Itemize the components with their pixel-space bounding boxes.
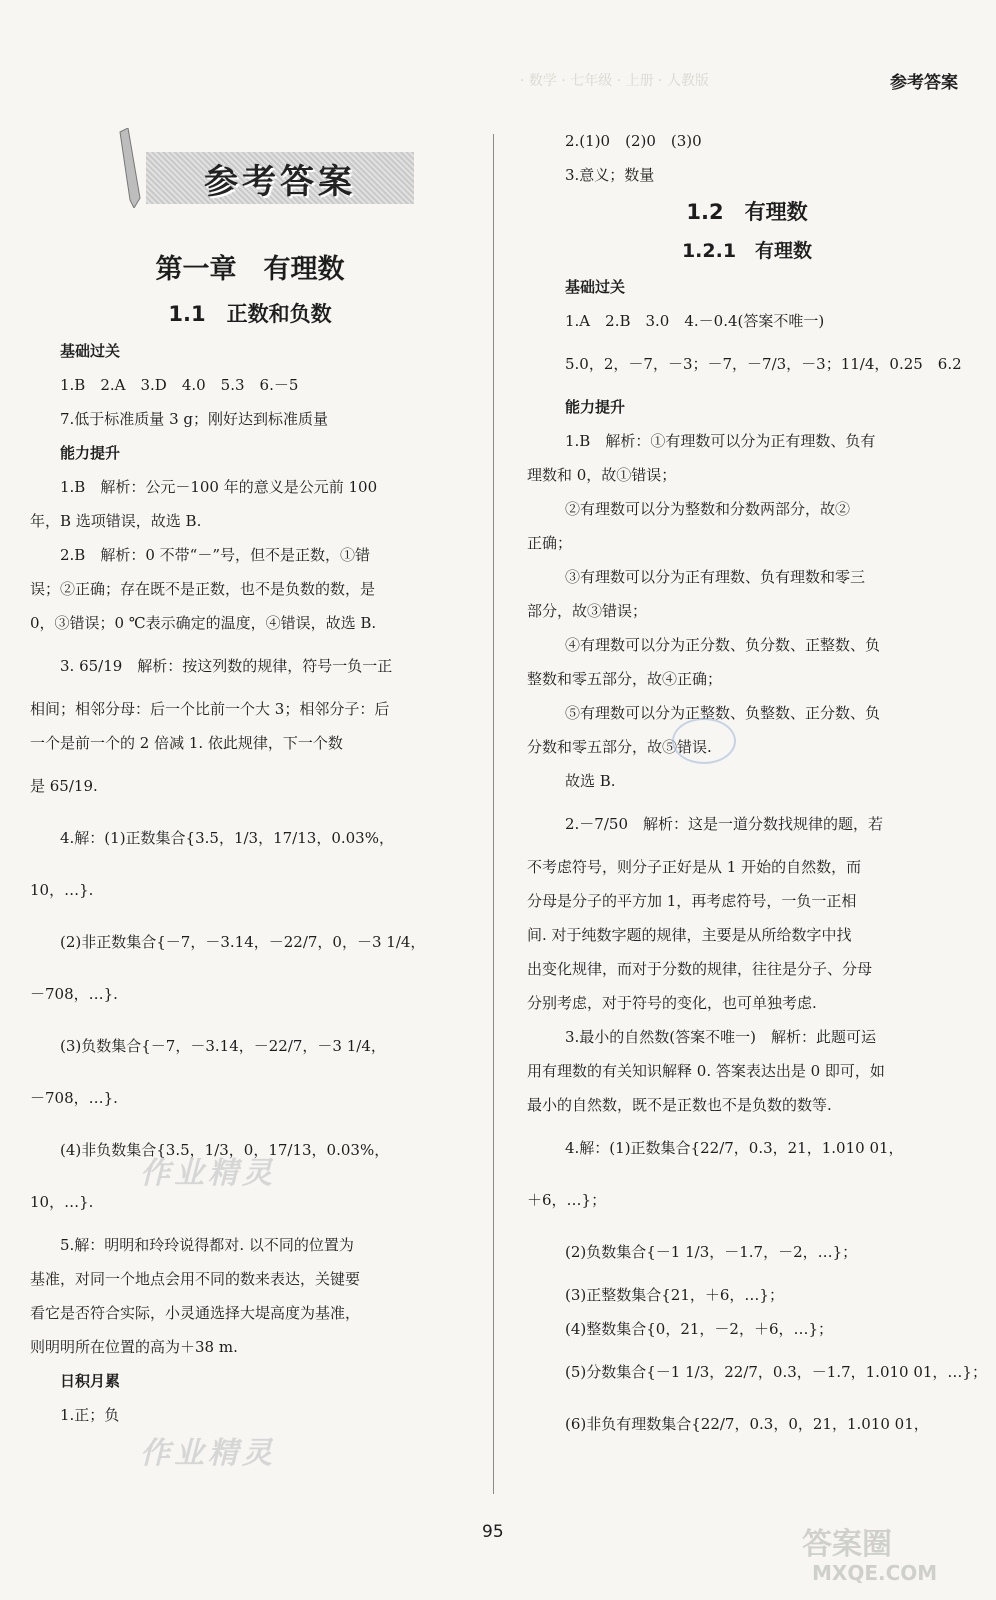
logo-title: 答案圈 xyxy=(802,1527,892,1562)
subsection-title: 1.2.1 有理数 xyxy=(681,240,813,262)
text-line: (3)正整数集合{21，＋6，…}； xyxy=(565,1286,784,1304)
text-line: 0，③错误；0 ℃表示确定的温度，④错误，故选 B. xyxy=(30,614,377,632)
subhead: 能力提升 xyxy=(60,444,121,462)
text-line: 年，B 选项错误，故选 B. xyxy=(30,512,202,530)
subhead: 基础过关 xyxy=(60,342,121,360)
text-line: 看它是否符合实际，小灵通选择大堤高度为基准， xyxy=(30,1304,361,1322)
text-line: 2.B 解析：0 不带“－”号，但不是正数，①错 xyxy=(60,546,370,564)
text-line: 5.解：明明和玲玲说得都对. 以不同的位置为 xyxy=(60,1236,354,1254)
text-line: －708，…}. xyxy=(30,985,118,1003)
text-line: 3.意义；数量 xyxy=(565,166,655,184)
watermark-text: 作业精灵 xyxy=(140,1436,276,1471)
text-line: (4)整数集合{0，21，－2，＋6，…}； xyxy=(565,1320,834,1338)
faint-header-text: · 数学 · 七年级 · 上册 · 人教版 xyxy=(520,73,709,89)
left-column xyxy=(30,246,470,1432)
text-line: (4)非负数集合{3.5，1/3，0，17/13，0.03%， xyxy=(60,1141,390,1159)
text-line: 出变化规律，而对于分数的规律，往往是分子、分母 xyxy=(527,960,873,978)
subhead: 能力提升 xyxy=(565,398,626,416)
subhead: 基础过关 xyxy=(565,278,626,296)
text-line: 分数和零五部分，故⑤错误. xyxy=(527,738,712,756)
text-line: 分母是分子的平方加 1，再考虑符号，一负一正相 xyxy=(527,892,857,910)
section-title: 1.2 有理数 xyxy=(686,200,808,224)
text-line: 正确； xyxy=(527,534,573,552)
text-line: 相间；相邻分母：后一个比前一个大 3；相邻分子：后 xyxy=(30,700,390,718)
running-title: 参考答案 xyxy=(890,73,958,93)
text-line: 故选 B. xyxy=(565,772,616,790)
text-line: 误；②正确；存在既不是正数，也不是负数的数，是 xyxy=(30,580,376,598)
page-number: 95 xyxy=(482,1522,504,1542)
text-line: 4.解：(1)正数集合{3.5，1/3，17/13，0.03%， xyxy=(60,829,394,847)
text-line: 5.0，2，－7，－3；－7，－7/3，－3；11/4，0.25 6.2 xyxy=(565,355,962,373)
text-line: ＋6，…}； xyxy=(527,1191,607,1209)
text-line: (3)负数集合{－7，－3.14，－22/7，－3 1/4， xyxy=(60,1037,386,1055)
text-line: 是 65/19. xyxy=(30,777,98,795)
subhead: 日积月累 xyxy=(60,1372,121,1390)
text-line: 间. 对于纯数字题的规律，主要是从所给数字中找 xyxy=(527,926,852,944)
text-line: (2)非正数集合{－7，－3.14，－22/7，0，－3 1/4， xyxy=(60,933,426,951)
text-line: 用有理数的有关知识解释 0. 答案表达出是 0 即可，如 xyxy=(527,1062,885,1080)
text-line: 1.B 解析：①有理数可以分为正有理数、负有 xyxy=(565,432,876,450)
banner-title: 参考答案 xyxy=(146,152,414,204)
text-line: 10，…}. xyxy=(30,881,94,899)
stamp-mark xyxy=(672,718,736,764)
text-line: 2.－7/50 解析：这是一道分数找规律的题，若 xyxy=(565,815,883,833)
text-line: 4.解：(1)正数集合{22/7，0.3，21，1.010 01， xyxy=(565,1139,904,1157)
text-line: 一个是前一个的 2 倍减 1. 依此规律，下一个数 xyxy=(30,734,343,752)
text-line: (5)分数集合{－1 1/3，22/7，0.3，－1.7，1.010 01，…}； xyxy=(565,1363,987,1381)
logo-url: MXQE.COM xyxy=(812,1561,938,1584)
text-line: 不考虑符号，则分子正好是从 1 开始的自然数，而 xyxy=(527,858,862,876)
text-line: ④有理数可以分为正分数、负分数、正整数、负 xyxy=(565,636,881,654)
text-line: 1.B 解析：公元－100 年的意义是公元前 100 xyxy=(60,478,378,496)
text-line: 1.正；负 xyxy=(60,1406,120,1424)
text-line: 1.B 2.A 3.D 4.0 5.3 6.－5 xyxy=(60,376,299,394)
text-line: (2)负数集合{－1 1/3，－1.7，－2，…}； xyxy=(565,1243,858,1261)
pencil-icon xyxy=(116,128,142,208)
text-line: 最小的自然数，既不是正数也不是负数的数等. xyxy=(527,1096,832,1114)
text-line: (6)非负有理数集合{22/7，0.3，0，21，1.010 01， xyxy=(565,1415,929,1433)
section-title: 1.1 正数和负数 xyxy=(168,302,332,326)
text-line: ⑤有理数可以分为正整数、负整数、正分数、负 xyxy=(565,704,881,722)
text-line: 7.低于标准质量 3 g；刚好达到标准质量 xyxy=(60,410,328,428)
column-divider xyxy=(493,134,494,1494)
title-banner xyxy=(116,128,416,208)
text-line: 部分，故③错误； xyxy=(527,602,648,620)
text-line: 1.A 2.B 3.0 4.－0.4(答案不唯一) xyxy=(565,312,825,330)
text-line: 3. 65/19 解析：按这列数的规律，符号一负一正 xyxy=(60,657,393,675)
text-line: ②有理数可以分为整数和分数两部分，故② xyxy=(565,500,851,518)
text-line: 2.(1)0 (2)0 (3)0 xyxy=(565,132,702,150)
text-line: －708，…}. xyxy=(30,1089,118,1107)
text-line: 分别考虑，对于符号的变化，也可单独考虑. xyxy=(527,994,817,1012)
text-line: 理数和 0，故①错误； xyxy=(527,466,677,484)
text-line: 基准，对同一个地点会用不同的数来表达，关键要 xyxy=(30,1270,361,1288)
watermark-text: 作业精灵 xyxy=(140,1156,276,1191)
right-column xyxy=(527,124,987,1450)
chapter-title: 第一章 有理数 xyxy=(155,254,345,285)
text-line: 10，…}. xyxy=(30,1193,94,1211)
text-line: 整数和零五部分，故④正确； xyxy=(527,670,723,688)
text-line: ③有理数可以分为正有理数、负有理数和零三 xyxy=(565,568,866,586)
text-line: 则明明所在位置的高为＋38 m. xyxy=(30,1338,238,1356)
site-logo xyxy=(798,1520,968,1584)
text-line: 3.最小的自然数(答案不唯一) 解析：此题可运 xyxy=(565,1028,877,1046)
